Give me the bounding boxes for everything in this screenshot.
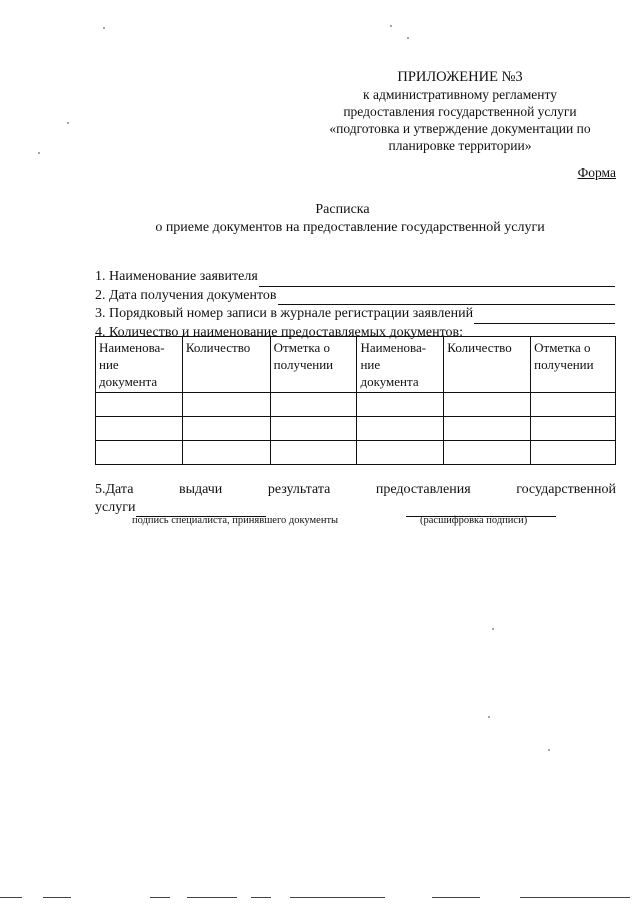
scan-edge-mark (432, 897, 480, 898)
item-receipt-date (95, 287, 615, 306)
scan-speck (488, 716, 490, 718)
item-applicant-name (95, 268, 615, 287)
appendix-line-2: предоставления государственной услуги (343, 104, 577, 119)
table-cell[interactable] (270, 417, 357, 441)
fill-line[interactable] (259, 273, 615, 287)
item5-word: государственной (516, 482, 616, 497)
item-registration-number (95, 305, 615, 324)
col-header: Отметка о получении (270, 337, 357, 393)
table-cell[interactable] (357, 417, 444, 441)
table-header-row (96, 337, 616, 393)
scan-speck (492, 628, 494, 630)
scan-speck (67, 122, 69, 124)
form-items (95, 268, 615, 342)
signature-caption: подпись специалиста, принявшего документы (132, 515, 339, 526)
col-header: Количество (444, 337, 531, 393)
item5-word: предоставления (375, 482, 471, 497)
table-cell[interactable] (182, 441, 270, 465)
table-cell[interactable] (357, 441, 444, 465)
fill-line[interactable] (474, 310, 615, 324)
scan-speck (103, 27, 105, 29)
item-label: 1. Наименование заявителя (95, 269, 258, 284)
col-header: Количество (182, 337, 270, 393)
appendix-header (300, 69, 620, 154)
title-subtitle: о приеме документов на предоставление государственной услуги (155, 220, 545, 235)
item5-word: 5.Дата (95, 482, 134, 497)
col-header: Отметка о получении (531, 337, 616, 393)
scan-edge-mark (150, 897, 170, 898)
col-header: Наименова-ние документа (357, 337, 444, 393)
scan-speck (407, 37, 409, 39)
scan-edge-mark (520, 897, 630, 898)
table-cell[interactable] (270, 393, 357, 417)
table-cell[interactable] (444, 441, 531, 465)
scan-speck (390, 25, 392, 27)
appendix-line-3: «подготовка и утверждение документации по (329, 121, 591, 136)
table-cell[interactable] (96, 417, 183, 441)
col-header: Наименова-ние документа (96, 337, 183, 393)
table-cell[interactable] (444, 393, 531, 417)
appendix-title: ПРИЛОЖЕНИЕ №3 (397, 69, 523, 85)
document-title (0, 201, 640, 237)
table-cell[interactable] (531, 393, 616, 417)
item5-word: услуги (95, 500, 136, 515)
scan-edge-mark (251, 897, 271, 898)
table-row (96, 393, 616, 417)
scan-edge-mark (187, 897, 237, 898)
table-cell[interactable] (444, 417, 531, 441)
scan-speck (548, 749, 550, 751)
scan-edge-mark (290, 897, 385, 898)
appendix-line-1: к административному регламенту (363, 87, 557, 102)
form-label: Форма (577, 165, 616, 180)
fill-line[interactable] (278, 291, 615, 305)
item-label: 3. Порядковый номер записи в журнале регистрации заявлений (95, 306, 474, 321)
item-label: 4. Количество и наименование предоставляемых документов: (95, 324, 464, 340)
item5-word: выдачи (178, 482, 223, 497)
table-cell[interactable] (531, 417, 616, 441)
scan-edge-mark (43, 897, 71, 898)
item5-word: результата (267, 482, 331, 497)
table-cell[interactable] (182, 417, 270, 441)
item-issue-date (95, 481, 616, 517)
table-cell[interactable] (96, 393, 183, 417)
table-cell[interactable] (270, 441, 357, 465)
table-row (96, 441, 616, 465)
table-cell[interactable] (531, 441, 616, 465)
documents-table (95, 336, 616, 465)
table-cell[interactable] (357, 393, 444, 417)
title-receipt: Расписка (315, 202, 370, 217)
item5-line-1 (95, 481, 616, 499)
scan-speck (38, 152, 40, 154)
table-row (96, 417, 616, 441)
item-label: 2. Дата получения документов (95, 287, 277, 303)
table-cell[interactable] (96, 441, 183, 465)
appendix-line-4: планировке территории» (388, 138, 532, 153)
table-cell[interactable] (182, 393, 270, 417)
scan-edge-mark (0, 897, 22, 898)
signature-decode-caption: (расшифровка подписи) (420, 515, 528, 526)
